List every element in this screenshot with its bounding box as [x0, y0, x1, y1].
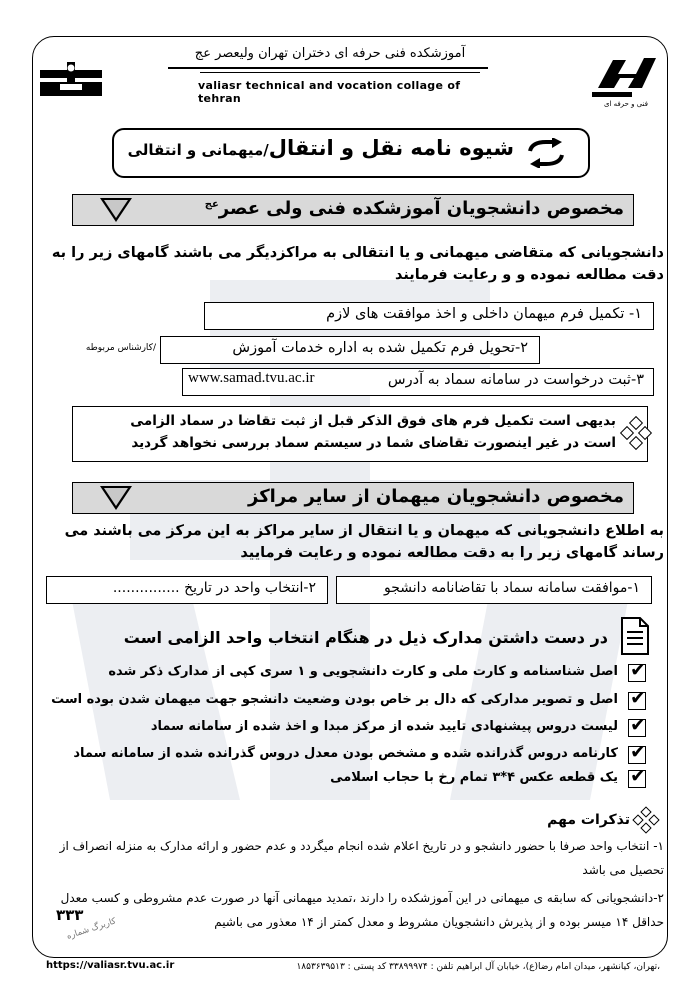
document-item-1: اصل شناسنامه و کارت ملی و کارت دانشجویی و ۱ سری کپی از مدارک ذکر شده — [108, 664, 618, 679]
document-item-2: اصل و تصویر مدارکی که دال بر خاص بودن وضعیت دانشجو جهت میهمان شدن بوده است — [51, 692, 618, 707]
header-title-en: valiasr technical and vocation collage of tehran — [198, 79, 461, 105]
section2-step1: ۱-موافقت سامانه سماد با تقاضانامه دانشجو — [384, 580, 640, 596]
section2-heading: مخصوص دانشجویان میهمان از سایر مراکز — [248, 486, 624, 507]
section1-step2: ۲-تحویل فرم تکمیل شده به اداره خدمات آموزش — [232, 340, 528, 356]
section1-note: بدیهی است تکمیل فرم های فوق الذکر قبل از ثبت تقاضا در سماد الزامی است در غیر اینصورت تقاضای شما در سیستم سماد بررسی نخواهد گردید — [130, 413, 616, 451]
footer-contact — [200, 962, 660, 972]
checkbox-icon — [628, 770, 646, 788]
footer-phone-label: تلفن : — [430, 962, 454, 972]
document-item-3: لیست دروس پیشنهادی تایید شده از مرکز مبدا و اخذ شده از سامانه سماد — [150, 719, 618, 734]
footer-address: ،تهران، کیانشهر، میدان امام رضا(ع)، خیابان آل ابراهیم — [456, 962, 660, 972]
svg-text:فنی و حرفه ای: فنی و حرفه ای — [603, 100, 648, 108]
section1-step1: ۱- تکمیل فرم میهمان داخلی و اخذ موافقت های لازم — [326, 306, 642, 322]
checkbox-icon — [628, 746, 646, 764]
section1-triangle-icon — [100, 198, 132, 222]
section2-step2: ۲-انتخاب واحد در تاریخ ............... — [112, 580, 316, 596]
section2-triangle-icon — [100, 486, 132, 510]
book-logo-icon — [38, 60, 104, 100]
header-title-fa: آموزشکده فنی حرفه ای دختران تهران ولیعصر عج — [194, 46, 466, 61]
checkbox-icon — [628, 692, 646, 710]
main-title-bold: شیوه نامه نقل و انتقال — [268, 136, 514, 160]
checkbox-icon — [628, 719, 646, 737]
document-icon — [620, 616, 650, 656]
documents-heading: در دست داشتن مدارک ذیل در هنگام انتخاب واحد الزامی است — [123, 628, 608, 647]
refresh-arrows-icon — [524, 138, 568, 168]
document-item-5: یک قطعه عکس ۴*۳ تمام رخ با حجاب اسلامی — [330, 770, 618, 785]
notes-heading: تذکرات مهم — [547, 812, 630, 828]
section1-intro: دانشجویانی که متقاضی میهمانی و یا انتقالی به مراکزدیگر می باشند گامهای زیر را به دقت مطالعه نموده و و رعایت فرمایند — [51, 245, 664, 283]
diamonds-icon — [622, 418, 648, 448]
note-2: ۲-دانشجویانی که سابقه ی میهمانی در این آموزشکده را دارند ،تمدید میهمانی آنها در صورت عدم مشروطی و کسب معدل حداقل ۱۴ میسر بوده و از پذیرش دانشجویان مشروط و معدل کمتر از ۱۴ معذور می باشیم — [60, 891, 664, 929]
header-rule — [168, 67, 488, 69]
samad-link[interactable]: www.samad.tvu.ac.ir — [188, 370, 315, 386]
main-title — [127, 136, 514, 160]
section2-intro: به اطلاع دانشجویانی که میهمان و یا انتقال از سایر مراکز به این مرکز می باشند می رساند گامهای زیر را به دقت مطالعه نموده و رعایت فرمایید — [64, 523, 664, 561]
section1-heading — [140, 198, 624, 219]
document-item-4: کارنامه دروس گذرانده شده و مشخص بودن معدل دروس گذرانده شده از سامانه سماد — [73, 746, 618, 761]
form-number-stamp: کاربرگ شماره — [65, 916, 118, 942]
header-rule-thin — [200, 72, 480, 73]
page-number: ۳۳۳ — [56, 906, 84, 924]
section1-heading-sup: عج — [204, 199, 219, 210]
section1-step3: ۳-ثبت درخواست در سامانه سماد به آدرس — [387, 372, 644, 388]
footer-phone: ۳۳۸۹۹۹۷۴ — [389, 962, 428, 972]
note-1: ۱- انتخاب واحد صرفا با حضور دانشجو و در تاریخ اعلام شده انجام میگردد و عدم حضور و ارائه مدارک به منزله انصراف از تحصیل می باشد — [59, 839, 664, 877]
main-title-rest: /میهمانی و انتقالی — [127, 141, 269, 159]
college-logo-icon — [588, 48, 660, 110]
footer-url[interactable]: https://valiasr.tvu.ac.ir — [46, 960, 175, 971]
section1-step2-note: /کارشناس مربوطه — [85, 343, 156, 353]
footer-postal-label: کد پستی : — [347, 962, 387, 972]
notes-diamonds-icon — [634, 808, 658, 832]
section1-heading-text: مخصوص دانشجویان آموزشکده فنی ولی عصر — [218, 198, 624, 219]
footer-postal: ۱۸۵۳۶۳۹۵۱۳ — [296, 962, 345, 972]
checkbox-icon — [628, 664, 646, 682]
